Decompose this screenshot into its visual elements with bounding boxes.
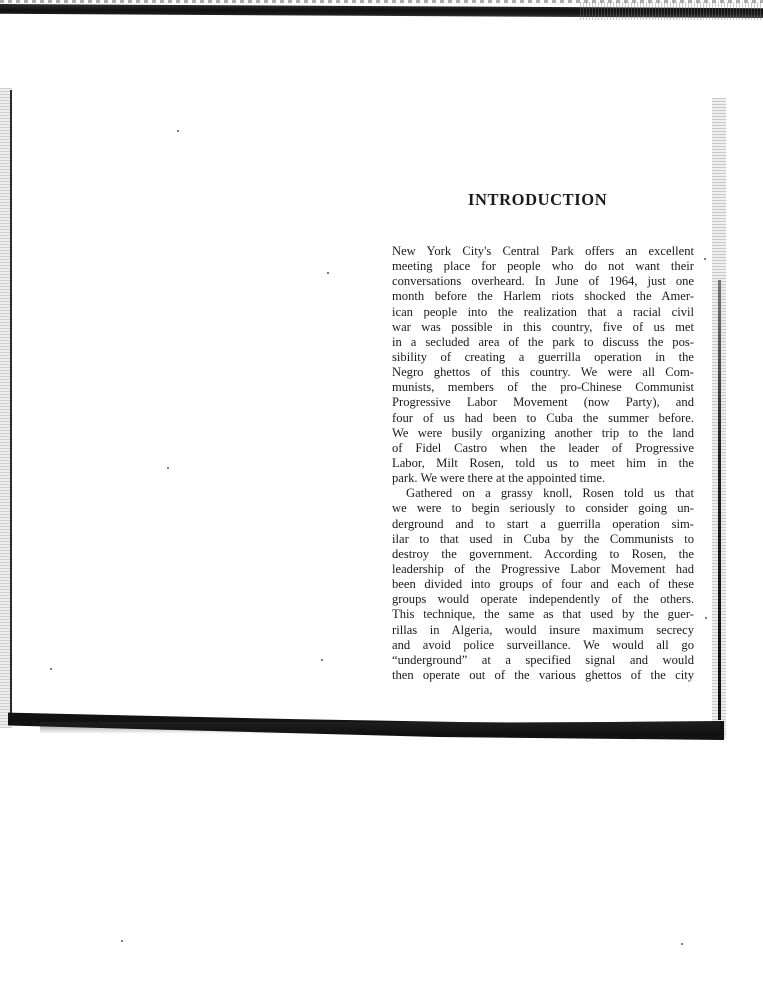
text-line: four of us had been to Cuba the summer before. <box>392 410 694 425</box>
text-line: and avoid police surveillance. We would all go <box>392 637 694 652</box>
text-line: of Fidel Castro when the leader of Progressive <box>392 440 694 455</box>
scan-speck <box>177 130 179 132</box>
text-line: park. We were there at the appointed time. <box>392 471 606 486</box>
scan-speck <box>681 943 683 945</box>
scan-bottom-dark-band <box>8 702 724 740</box>
scan-speck <box>705 617 707 619</box>
text-line: groups would operate independently of the others. <box>392 592 694 607</box>
text-line: meeting place for people who do not want their <box>392 259 694 274</box>
scan-speck <box>121 940 123 942</box>
text-line: Gathered on a grassy knoll, Rosen told us that <box>406 486 694 501</box>
text-line: we were to begin seriously to consider going un- <box>392 501 694 516</box>
text-line: month before the Harlem riots shocked the Amer- <box>392 289 694 304</box>
chapter-heading: INTRODUCTION <box>468 190 608 209</box>
scan-top-band-noise <box>580 2 763 20</box>
text-line: been divided into groups of four and each of these <box>392 577 694 592</box>
scan-left-edge-line <box>10 90 12 720</box>
text-line: leadership of the Progressive Labor Movement had <box>392 561 694 576</box>
text-line: Progressive Labor Movement (now Party), and <box>392 395 694 410</box>
scan-speck <box>50 668 52 670</box>
text-line: munists, members of the pro-Chinese Communist <box>392 380 694 395</box>
text-line: Negro ghettos of this country. We were all Com- <box>392 365 694 380</box>
scan-speck <box>167 467 169 469</box>
body-paragraphs <box>392 244 694 683</box>
text-line: conversations overheard. In June of 1964, just one <box>392 274 694 289</box>
text-line: We were busily organizing another trip to the land <box>392 425 694 440</box>
text-line: destroy the government. According to Rosen, the <box>392 546 694 561</box>
text-line: in a secluded area of the park to discuss the pos- <box>392 334 694 349</box>
text-line: “underground” at a specified signal and would <box>392 652 694 667</box>
scan-bottom-shadow <box>40 722 720 734</box>
scan-speck <box>327 272 329 274</box>
scan-right-spine-line <box>718 280 721 720</box>
text-line: then operate out of the various ghettos of the city <box>392 667 694 682</box>
text-line: New York City's Central Park offers an excellent <box>392 244 694 258</box>
text-line: ilar to that used in Cuba by the Communists to <box>392 531 694 546</box>
text-line: sibility of creating a guerrilla operation in the <box>392 349 694 364</box>
text-line: derground and to start a guerrilla operation sim- <box>392 516 694 531</box>
scan-speck <box>704 258 706 260</box>
text-line: Labor, Milt Rosen, told us to meet him in the <box>392 455 694 470</box>
text-line: war was possible in this country, five of us met <box>392 319 694 334</box>
scan-speck <box>321 659 323 661</box>
text-line: ican people into the realization that a racial civil <box>392 304 694 319</box>
text-line: rillas in Algeria, would insure maximum secrecy <box>392 622 694 637</box>
text-line: This technique, the same as that used by the guer- <box>392 607 694 622</box>
book-page-text <box>392 190 694 683</box>
